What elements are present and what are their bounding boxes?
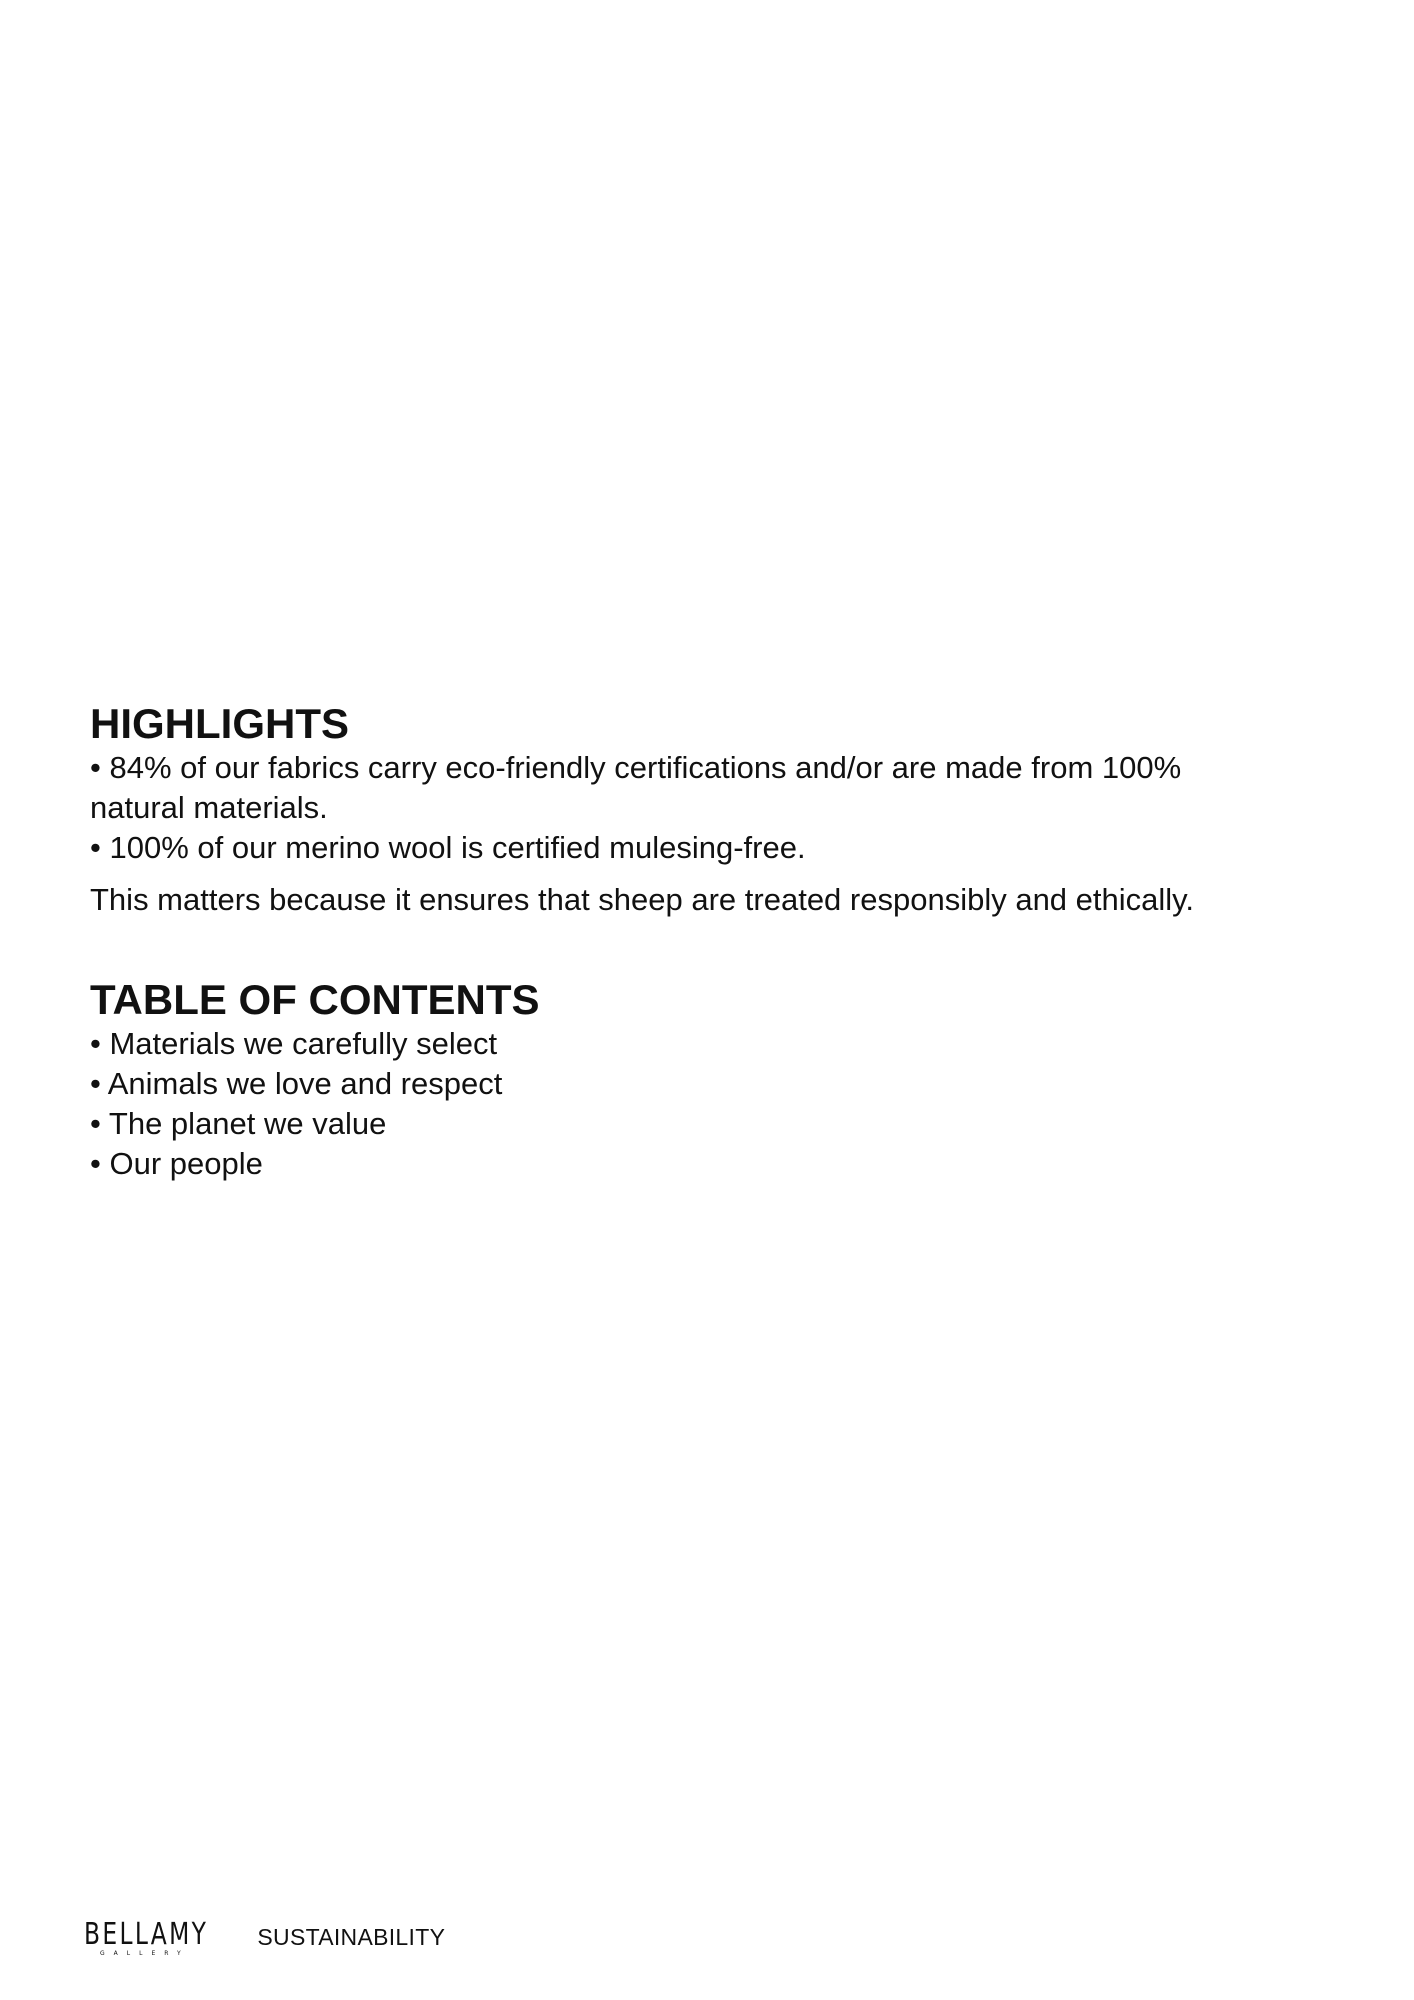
highlight-line-3: • 100% of our merino wool is certified mulesing-free. (90, 830, 806, 865)
highlights-heading: HIGHLIGHTS (90, 700, 349, 747)
page-content (90, 700, 1340, 1184)
highlights-section (90, 700, 1340, 920)
toc-section (90, 976, 1340, 1184)
toc-heading: TABLE OF CONTENTS (90, 976, 540, 1023)
toc-item-animals: • Animals we love and respect (90, 1066, 503, 1101)
toc-item-planet: • The planet we value (90, 1106, 387, 1141)
toc-item-materials: • Materials we carefully select (90, 1026, 498, 1061)
highlight-note: This matters because it ensures that sheep are treated responsibly and ethically. (90, 882, 1194, 917)
brand-logo-subtitle: GALLERY (100, 1950, 190, 1957)
highlight-line-1: • 84% of our fabrics carry eco-friendly certifications and/or are made from 100% (90, 750, 1182, 785)
highlight-line-2: natural materials. (90, 790, 328, 825)
footer-section-label: SUSTAINABILITY (257, 1924, 446, 1950)
brand-logo-wordmark: BELLAMY (84, 1917, 209, 1952)
toc-item-people: • Our people (90, 1146, 263, 1181)
brand-logo (84, 1917, 243, 1958)
page-footer (84, 1917, 446, 1970)
